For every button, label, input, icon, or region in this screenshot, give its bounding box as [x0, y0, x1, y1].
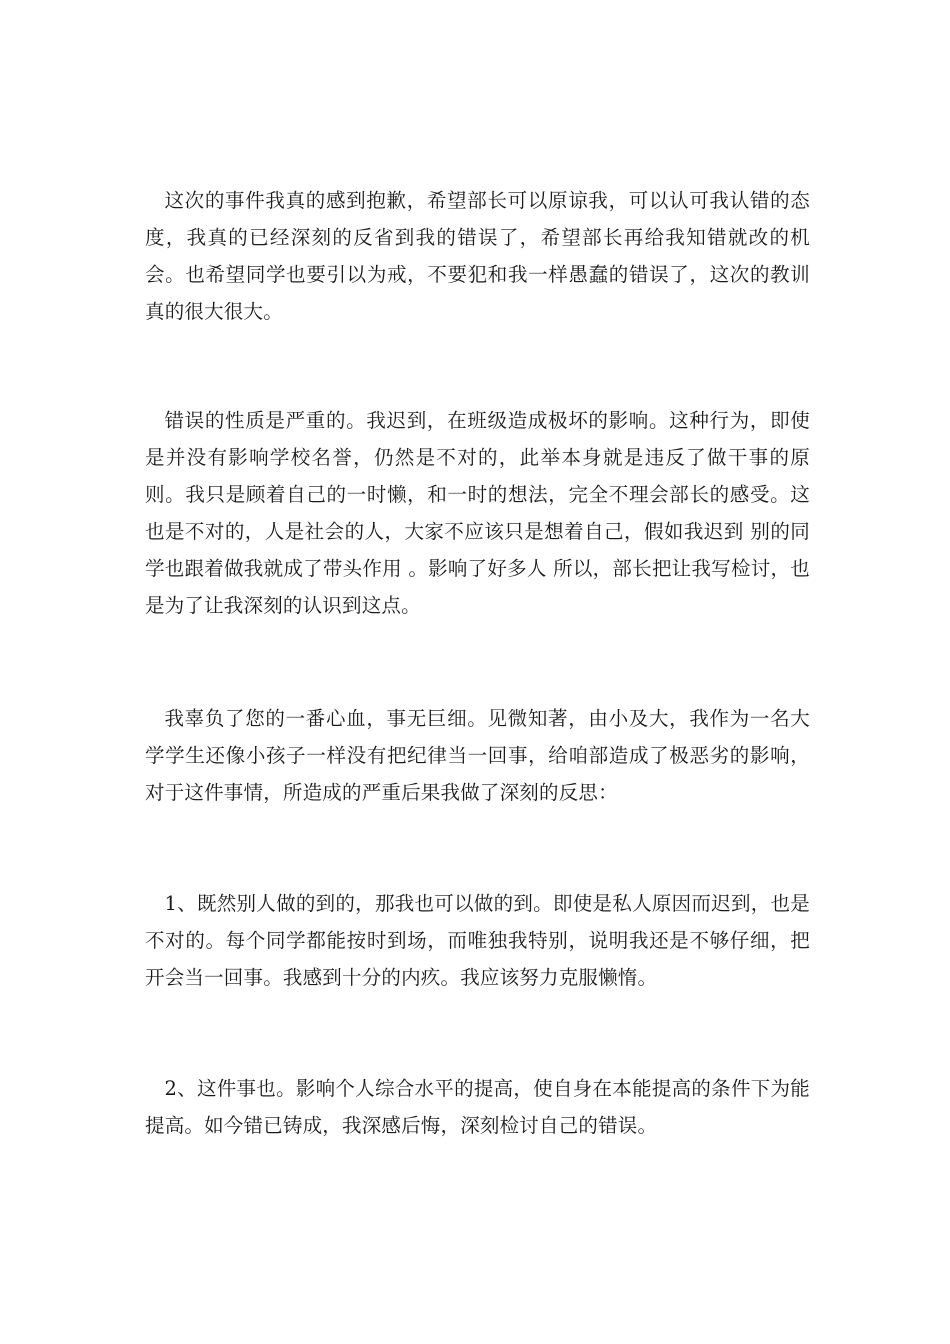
- paragraph-apology: 这次的事件我真的感到抱歉，希望部长可以原谅我，可以认可我认错的态度，我真的已经深刻的反省到我的错误了，希望部长再给我知错就改的机会。也希望同学也要引以为戒，不要犯和我一样愚蠢的错误了，这次的教训真的很大很大。: [145, 189, 810, 323]
- paragraph-nature-of-error: 错误的性质是严重的。我迟到，在班级造成极坏的影响。这种行为，即使是并没有影响学校名誉，仍然是不对的，此举本身就是违反了做干事的原则。我只是顾着自己的一时懒，和一时的想法，完全不理会部长的感受。这也是不对的，人是社会的人，大家不应该只是想着自己，假如我迟到 别的同学也跟着做我就成了带头作用 。影响了好多人 所以，部长把让我写检讨，也是为了让我深刻的认识到这点。: [145, 409, 810, 617]
- paragraph-reflection: 我辜负了您的一番心血，事无巨细。见微知著，由小及大，我作为一名大学学生还像小孩子一样没有把纪律当一回事，给咱部造成了极恶劣的影响，对于这件事情，所造成的严重后果我做了深刻的反思：: [145, 707, 810, 804]
- paragraph-point-2: 2、这件事也。影响个人综合水平的提高，使自身在本能提高的条件下为能提高。如今错已铸成，我深感后悔，深刻检讨自己的错误。: [145, 1077, 810, 1137]
- document-body: [145, 182, 810, 1144]
- paragraph-point-1: 1、既然别人做的到的，那我也可以做的到。即使是私人原因而迟到，也是不对的。每个同学都能按时到场，而唯独我特别，说明我还是不够仔细，把开会当一回事。我感到十分的内疚。我应该努力克服懒惰。: [145, 892, 810, 989]
